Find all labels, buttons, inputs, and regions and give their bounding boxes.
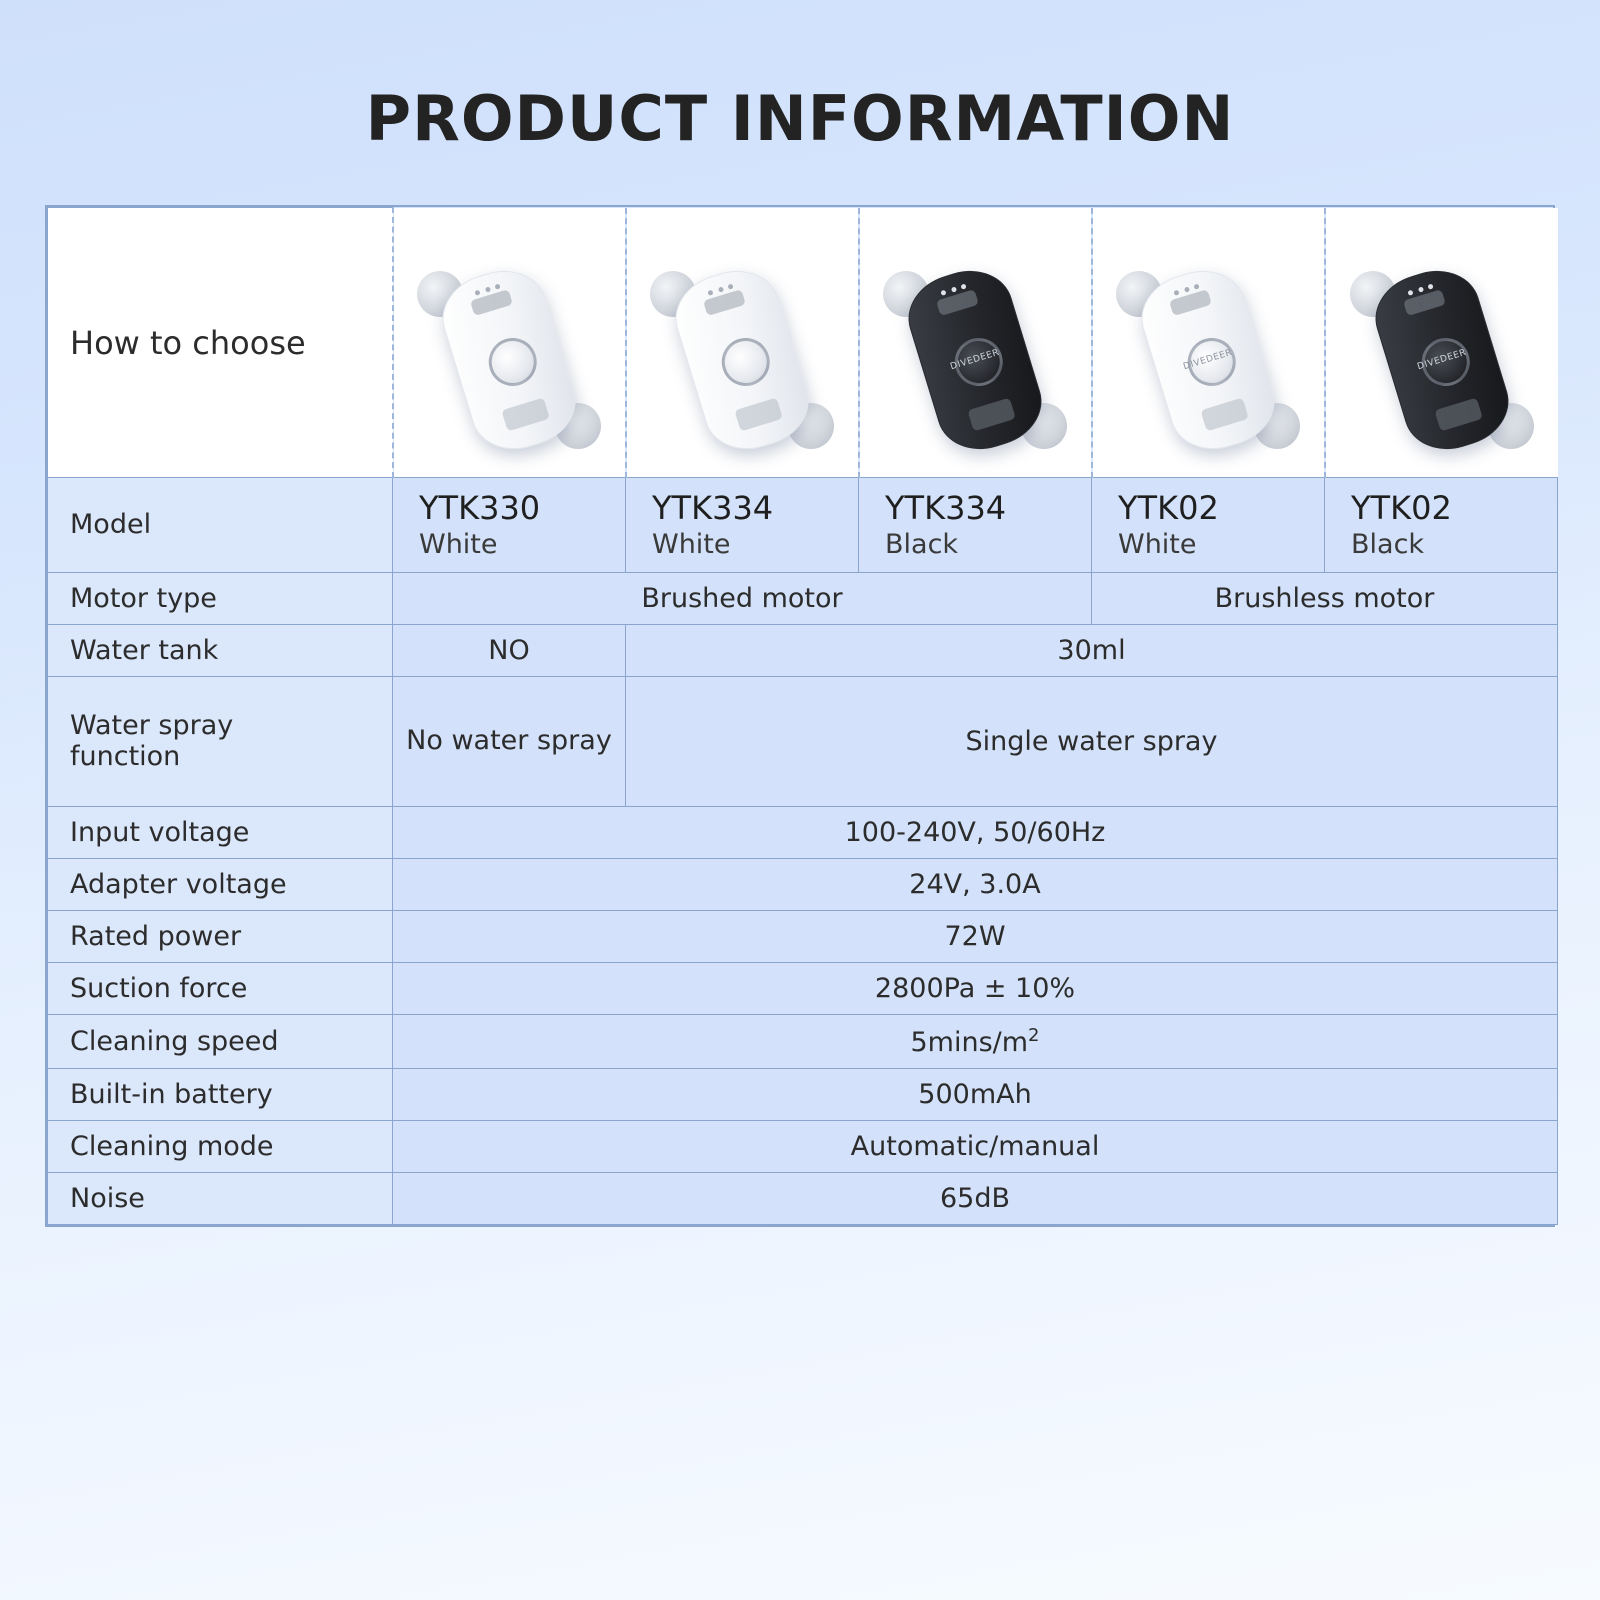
model-name: YTK02 (1351, 489, 1452, 527)
model-cell-4 (1092, 478, 1325, 573)
row-label-noise: Noise (48, 1172, 393, 1224)
table-row-noise (48, 1172, 1558, 1224)
row-label-water-spray-line2: function (70, 741, 181, 773)
model-cell-2 (626, 478, 859, 573)
noise-value: 65dB (393, 1172, 1558, 1224)
input-voltage-value: 100-240V, 50/60Hz (393, 806, 1558, 858)
page-title: PRODUCT INFORMATION (365, 82, 1235, 155)
table-row-battery (48, 1068, 1558, 1120)
specification-table (47, 207, 1558, 1225)
table-row-water-spray (48, 676, 1558, 806)
water-spray-single: Single water spray (626, 676, 1558, 806)
cleaning-speed-cell (393, 1014, 1558, 1068)
table-row-input-voltage (48, 806, 1558, 858)
row-label-motor-type: Motor type (48, 572, 393, 624)
adapter-voltage-value: 24V, 3.0A (393, 858, 1558, 910)
row-label-water-spray (48, 676, 393, 806)
model-cell-1 (393, 478, 626, 573)
row-label-input-voltage: Input voltage (48, 806, 393, 858)
row-label-suction-force: Suction force (48, 962, 393, 1014)
table-row-rated-power (48, 910, 1558, 962)
row-label-rated-power: Rated power (48, 910, 393, 962)
product-image-cell-2 (626, 208, 859, 478)
device-brand-label: DIVEDEER (1182, 348, 1234, 373)
model-color: Black (1351, 529, 1425, 560)
table-row-motor-type (48, 572, 1558, 624)
row-label-model: Model (48, 478, 393, 573)
row-label-cleaning-speed: Cleaning speed (48, 1014, 393, 1068)
water-spray-none: No water spray (393, 676, 626, 806)
model-cell-3 (859, 478, 1092, 573)
table-row-cleaning-speed (48, 1014, 1558, 1068)
model-name: YTK334 (652, 489, 774, 527)
motor-type-brushed: Brushed motor (393, 572, 1092, 624)
product-image-cell-3 (859, 208, 1092, 478)
model-color: White (1118, 529, 1197, 560)
model-name: YTK334 (885, 489, 1007, 527)
table-row-water-tank (48, 624, 1558, 676)
suction-force-value: 2800Pa ± 10% (393, 962, 1558, 1014)
water-tank-capacity: 30ml (626, 624, 1558, 676)
product-image-cell-4 (1092, 208, 1325, 478)
cleaning-speed-value: 5mins/m (910, 1026, 1029, 1058)
row-label-water-spray-line1: Water spray (70, 710, 234, 742)
product-image-cell-1 (393, 208, 626, 478)
row-label-how-to-choose: How to choose (48, 208, 393, 478)
window-cleaning-robot-icon (895, 265, 1055, 455)
rated-power-value: 72W (393, 910, 1558, 962)
row-label-water-tank: Water tank (48, 624, 393, 676)
device-brand-label: DIVEDEER (949, 348, 1001, 373)
model-color: Black (885, 529, 959, 560)
window-cleaning-robot-icon (1362, 265, 1522, 455)
specification-table-wrapper (45, 205, 1555, 1227)
water-tank-none: NO (393, 624, 626, 676)
table-row-adapter-voltage (48, 858, 1558, 910)
cleaning-mode-value: Automatic/manual (393, 1120, 1558, 1172)
model-color: White (419, 529, 498, 560)
table-row-model (48, 478, 1558, 573)
table-row-suction-force (48, 962, 1558, 1014)
model-name: YTK330 (419, 489, 541, 527)
row-label-battery: Built-in battery (48, 1068, 393, 1120)
model-cell-5 (1325, 478, 1558, 573)
battery-value: 500mAh (393, 1068, 1558, 1120)
cleaning-speed-unit-exponent: 2 (1028, 1024, 1040, 1046)
model-color: White (652, 529, 731, 560)
device-brand-label: DIVEDEER (1415, 348, 1468, 373)
table-row-cleaning-mode (48, 1120, 1558, 1172)
row-label-cleaning-mode: Cleaning mode (48, 1120, 393, 1172)
table-row-how-to-choose (48, 208, 1558, 478)
window-cleaning-robot-icon (662, 265, 822, 455)
window-cleaning-robot-icon (1128, 265, 1288, 455)
window-cleaning-robot-icon (429, 265, 589, 455)
row-label-adapter-voltage: Adapter voltage (48, 858, 393, 910)
motor-type-brushless: Brushless motor (1092, 572, 1558, 624)
product-image-cell-5 (1325, 208, 1558, 478)
model-name: YTK02 (1118, 489, 1219, 527)
